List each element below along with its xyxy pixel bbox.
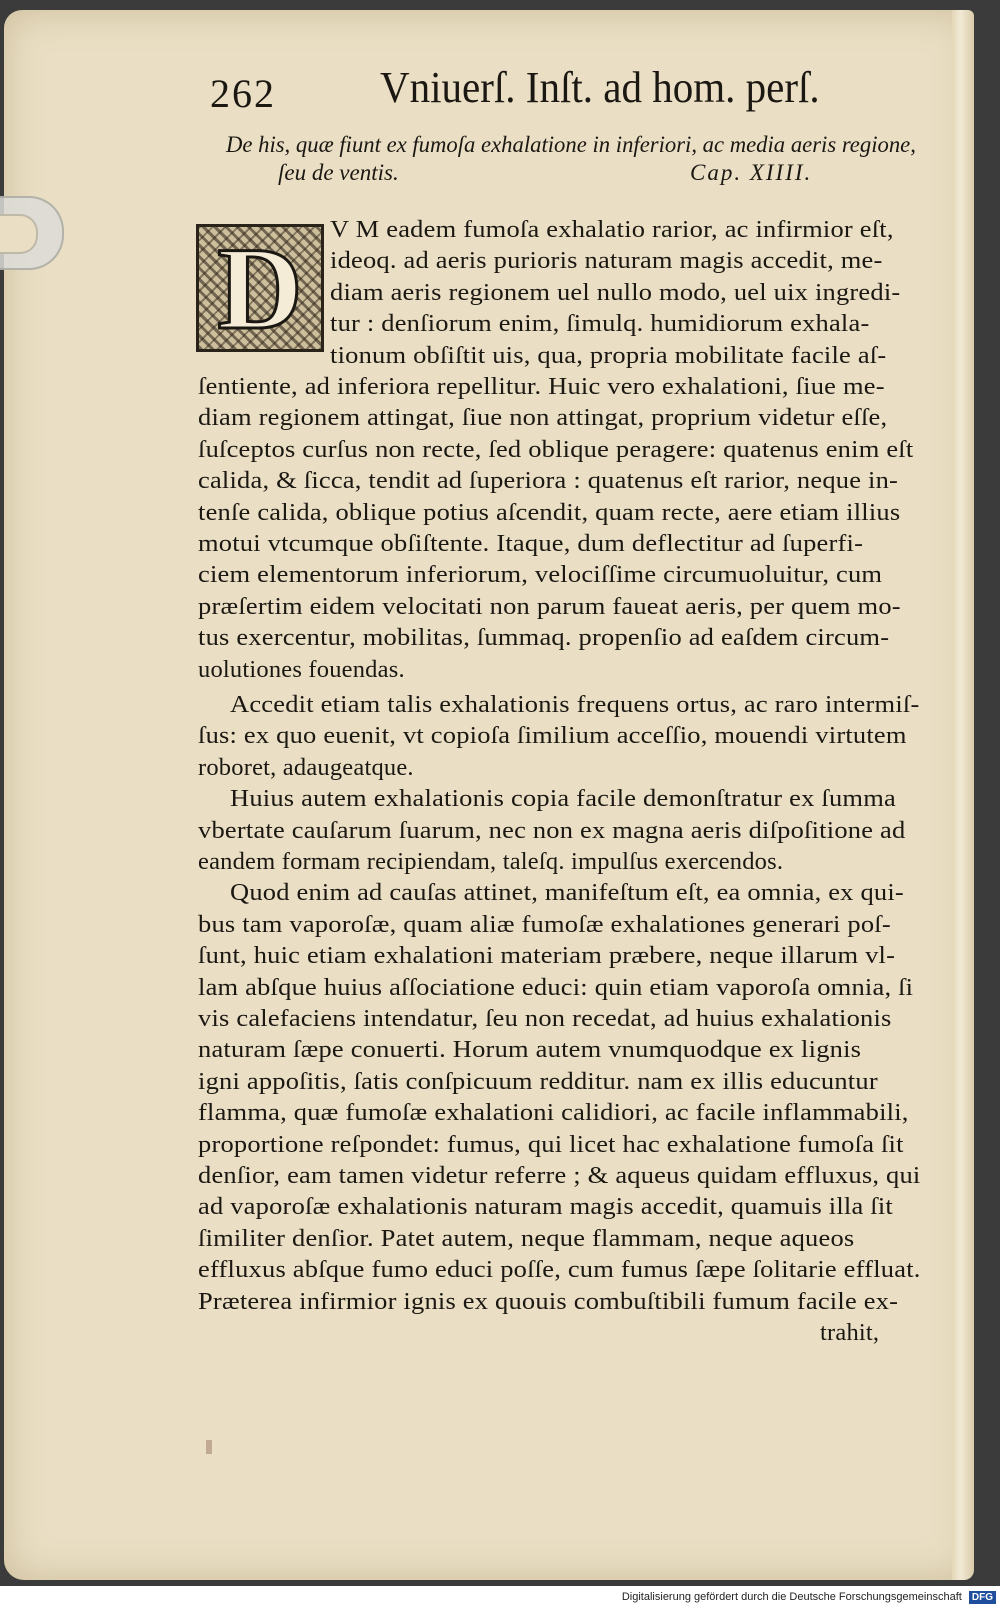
text-line: effluxus abſque fumo educi poſſe, cum fumus ſæpe ſolitarie effluat. (198, 1256, 921, 1284)
text-line: ciem elementorum inferiorum, velociſſime circumuoluitur, cum (198, 561, 883, 589)
text-line: ſentiente, ad inferiora repellitur. Huic vero exhalationi, ſiue me- (198, 373, 885, 400)
digitization-credit (622, 1591, 996, 1604)
text-line: V M eadem fumoſa exhalatio rarior, ac infirmior eſt, (330, 216, 894, 243)
text-line: Quod enim ad cauſas attinet, manifeſtum eſt, ea omnia, ex qui- (230, 879, 904, 907)
running-head: Vniuerſ. Inſt. ad hom. perſ. (380, 63, 820, 112)
text-line: ideoq. ad aeris purioris naturam magis accedit, me- (330, 247, 883, 275)
text-line: ſunt, huic etiam exhalationi materiam præbere, neque illarum vl- (198, 942, 896, 970)
chapter-title-line-1: De his, quæ fiunt ex fumoſa exhalatione in inferiori, ac media aeris regione, (226, 132, 916, 157)
dfg-logo: DFG (969, 1591, 996, 1604)
initial-letter: D (217, 223, 303, 354)
margin-mark (206, 1440, 212, 1454)
text-line: roboret, adaugeatque. (198, 753, 414, 781)
chapter-number: Cap. XIIII. (690, 160, 813, 185)
text-line: proportione reſpondet: fumus, qui licet hac exhalatione fumoſa ſit (198, 1130, 904, 1158)
text-line: denſior, eam tamen videtur referre ; & aqueus quidam effluxus, qui (198, 1162, 921, 1189)
chapter-title-line-2: ſeu de ventis. (278, 160, 399, 185)
page-number: 262 (210, 71, 276, 116)
text-line: calida, & ſicca, tendit ad ſuperiora : quatenus eſt rarior, neque in- (198, 467, 899, 495)
text-line: ſimiliter denſior. Patet autem, neque flammam, neque aqueos (198, 1224, 855, 1252)
text-line: uolutiones fouendas. (198, 655, 405, 683)
text-line: diam aeris regionem uel nullo modo, uel uix ingredi- (330, 278, 901, 306)
text-line: motui vtcumque obſiſtente. Itaque, dum deflectitur ad ſuperfi- (198, 530, 864, 557)
page-edge (952, 10, 974, 1580)
text-line: vbertate cauſarum ſuarum, nec non ex magna aeris diſpoſitione ad (198, 816, 906, 844)
decorated-initial (196, 224, 324, 352)
text-line: diam regionem attingat, ſiue non attingat, proprium videtur eſſe, (198, 404, 888, 432)
text-line: trahit, (820, 1319, 880, 1346)
text-line: Huius autem exhalationis copia facile demonſtratur ex ſumma (230, 785, 896, 813)
text-line: tenſe calida, oblique potius aſcendit, quam recte, aere etiam illius (198, 498, 901, 526)
text-line: tionum obſiſtit uis, qua, propria mobilitate facile aſ- (330, 341, 887, 369)
text-line: ſus: ex quo euenit, vt copioſa ſimilium acceſſio, mouendi virtutem (198, 722, 907, 750)
text-line: Accedit etiam talis exhalationis frequens ortus, ac raro intermiſ- (230, 691, 920, 718)
text-line: lam abſque huius aſſociatione educi: quin etiam vaporoſa omnia, ſi (198, 973, 914, 1001)
text-line: ſuſceptos curſus non recte, ſed oblique peragere: quatenus enim eſt (198, 435, 914, 463)
text-line: vis calefaciens intendatur, ſeu non recedat, ad huius exhalationis (198, 1005, 892, 1032)
text-line: Præterea infirmior ignis ex quouis combuſtibili fumum facile ex- (198, 1287, 899, 1315)
text-line: eandem formam recipiendam, taleſq. impulſus exercendos. (198, 848, 784, 875)
text-line: tus exercentur, mobilitas, ſummaq. propenſio ad eaſdem circum- (198, 624, 890, 652)
text-line: bus tam vaporoſæ, quam aliæ fumoſæ exhalationes generari poſ- (198, 910, 891, 938)
text-line: ad vaporoſæ exhalationis naturam magis accedit, quamuis illa ſit (198, 1193, 893, 1221)
text-line: flamma, quæ fumoſæ exhalationi calidiori, ac facile inflammabili, (198, 1099, 909, 1127)
text-line: naturam ſæpe conuerti. Horum autem vnumquodque ex lignis (198, 1036, 862, 1064)
text-line: tur : denſiorum enim, ſimulq. humidiorum exhala- (330, 310, 870, 338)
text-line: igni appoſitis, ſatis conſpicuum redditur. nam ex illis educuntur (198, 1067, 878, 1095)
page-clip (0, 196, 64, 270)
credit-text: Digitalisierung gefördert durch die Deutsche Forschungsgemeinschaft (621, 1591, 962, 1603)
text-line: præſertim eidem velocitati non parum faueat aeris, per quem mo- (198, 592, 901, 620)
